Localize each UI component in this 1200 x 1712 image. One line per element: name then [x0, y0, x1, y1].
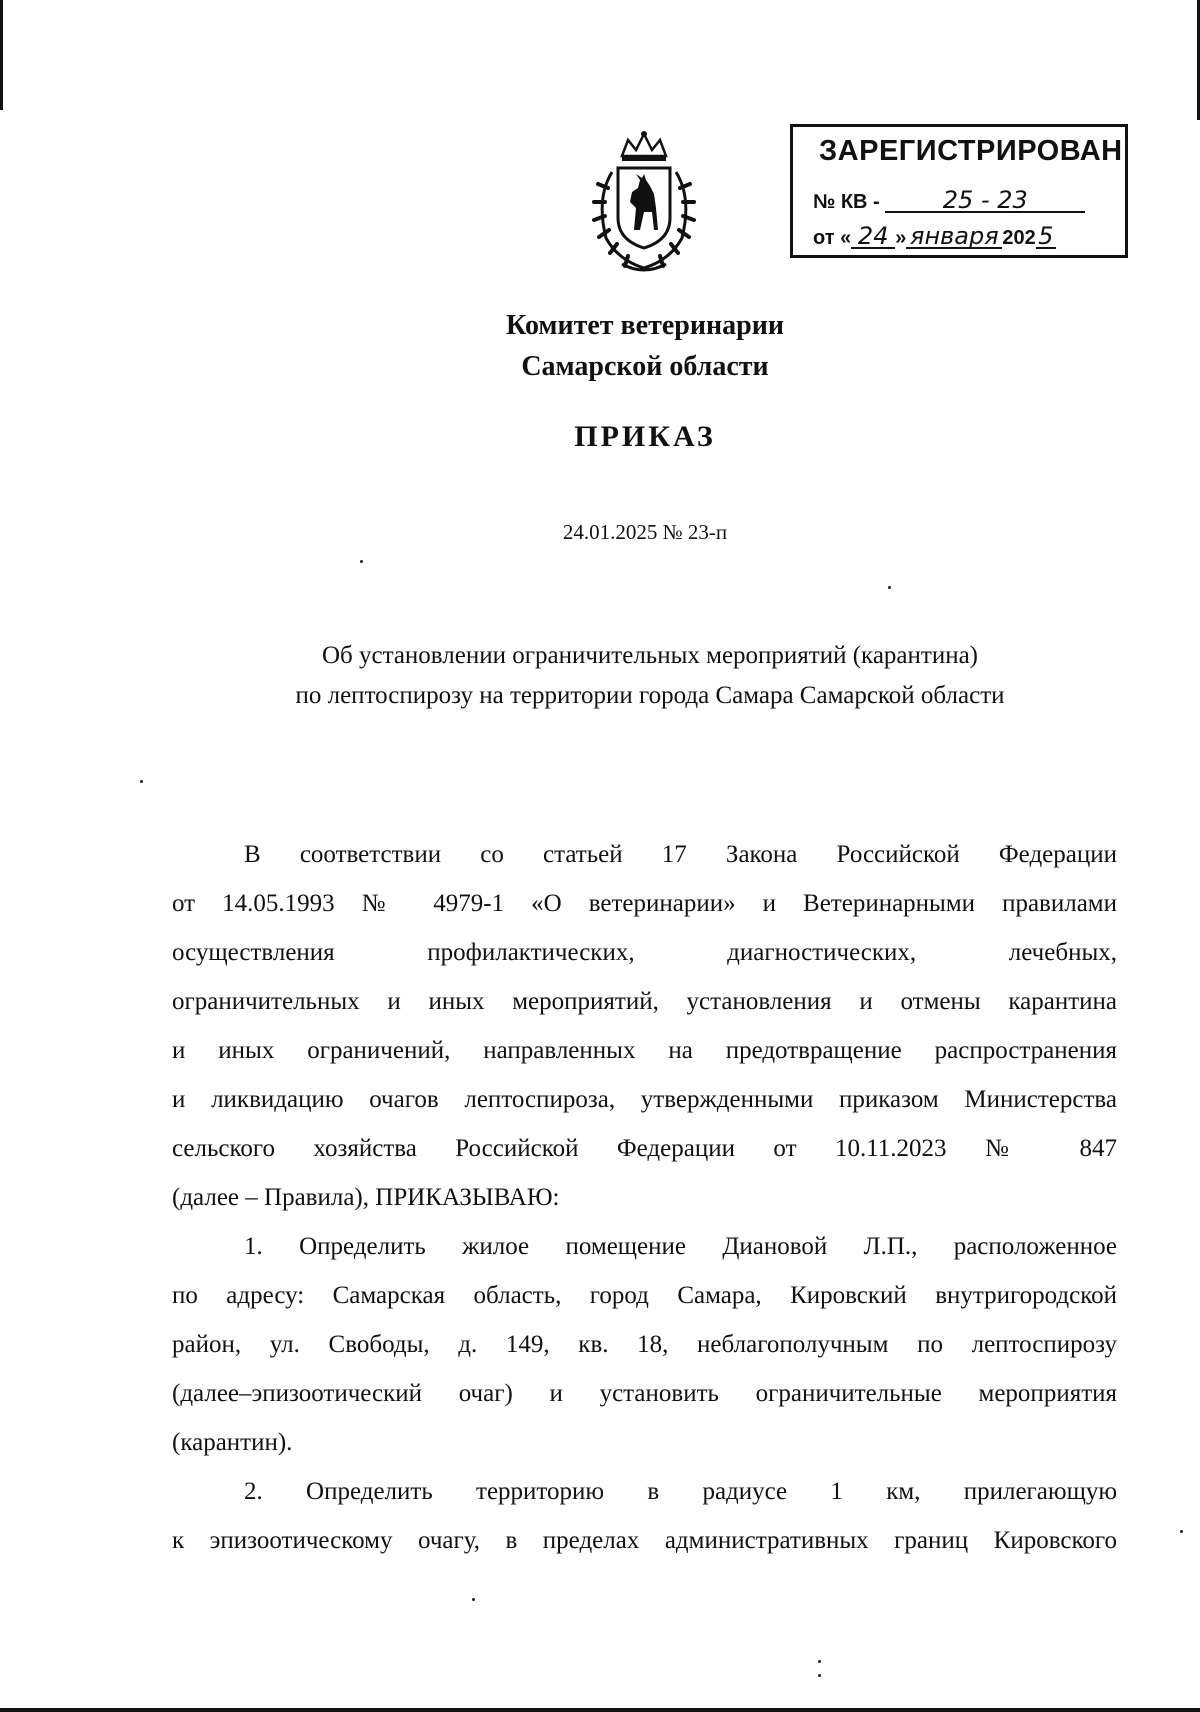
document-type-title: ПРИКАЗ	[574, 420, 716, 453]
subject-line-1: Об установлении ограничительных мероприятий (карантина)	[321, 642, 979, 669]
subject-line-2: по лептоспирозу на территории города Самара Самарской области	[295, 682, 1005, 709]
scan-edge-bottom	[0, 1708, 1200, 1712]
scan-speck	[360, 560, 363, 563]
org-name-line1: Комитет ветеринарии	[506, 310, 784, 341]
body-line: и ликвидацию очагов лептоспироза, утвержденными приказом Министерства	[172, 1086, 1117, 1113]
body-line: сельского хозяйства Российской Федерации от 10.11.2023 № 847	[172, 1135, 1117, 1162]
scan-speck	[818, 1674, 821, 1677]
scan-speck	[818, 1660, 821, 1663]
coat-of-arms-icon	[578, 128, 710, 278]
scan-speck	[1180, 1530, 1183, 1533]
body-line: и иных ограничений, направленных на предотвращение распространения	[172, 1037, 1117, 1064]
stamp-date-year-suffix: 5	[1036, 225, 1056, 249]
body-line: к эпизоотическому очагу, в пределах административных границ Кировского	[172, 1527, 1117, 1554]
stamp-date-day: 24	[851, 225, 895, 249]
body-line: В соответствии со статьей 17 Закона Российской Федерации	[244, 841, 1117, 868]
org-name-line2: Самарской области	[521, 351, 769, 382]
stamp-date-row	[813, 222, 1056, 250]
body-line: (далее–эпизоотический очаг) и установить ограничительные мероприятия	[172, 1380, 1117, 1407]
stamp-date-year-prefix: 202	[1002, 227, 1036, 249]
scan-speck	[472, 1598, 475, 1601]
stamp-title: ЗАРЕГИСТРИРОВАН	[819, 135, 1123, 167]
body-line: ограничительных и иных мероприятий, установления и отмены карантина	[172, 988, 1117, 1015]
body-line: от 14.05.1993 № 4979-1 «О ветеринарии» и Ветеринарными правилами	[172, 890, 1117, 917]
body-line: осуществления профилактических, диагностических, лечебных,	[172, 939, 1117, 966]
scan-edge-left	[0, 0, 3, 110]
stamp-date-mid: »	[895, 227, 907, 249]
document-date-number: 24.01.2025 № 23-п	[562, 520, 728, 544]
registration-stamp	[790, 124, 1128, 258]
body-line: (карантин).	[172, 1429, 293, 1456]
stamp-number-value: 25 - 23	[885, 189, 1085, 213]
body-line: 2. Определить территорию в радиусе 1 км, прилегающую	[244, 1478, 1117, 1505]
body-line: по адресу: Самарская область, город Самара, Кировский внутригородской	[172, 1282, 1117, 1309]
stamp-number-label: № КВ -	[813, 191, 880, 213]
stamp-date-month: января	[906, 225, 1002, 249]
scan-speck	[888, 586, 891, 589]
body-line: (далее – Правила), ПРИКАЗЫВАЮ:	[172, 1184, 560, 1211]
body-line: 1. Определить жилое помещение Диановой Л.П., расположенное	[244, 1233, 1117, 1260]
document-subject	[0, 636, 1200, 716]
stamp-date-prefix: от «	[813, 227, 852, 249]
body-line: район, ул. Свободы, д. 149, кв. 18, неблагополучным по лептоспирозу	[172, 1331, 1117, 1358]
stamp-number-row	[813, 186, 1085, 214]
document-body	[172, 830, 1117, 1565]
scan-speck	[140, 780, 143, 783]
